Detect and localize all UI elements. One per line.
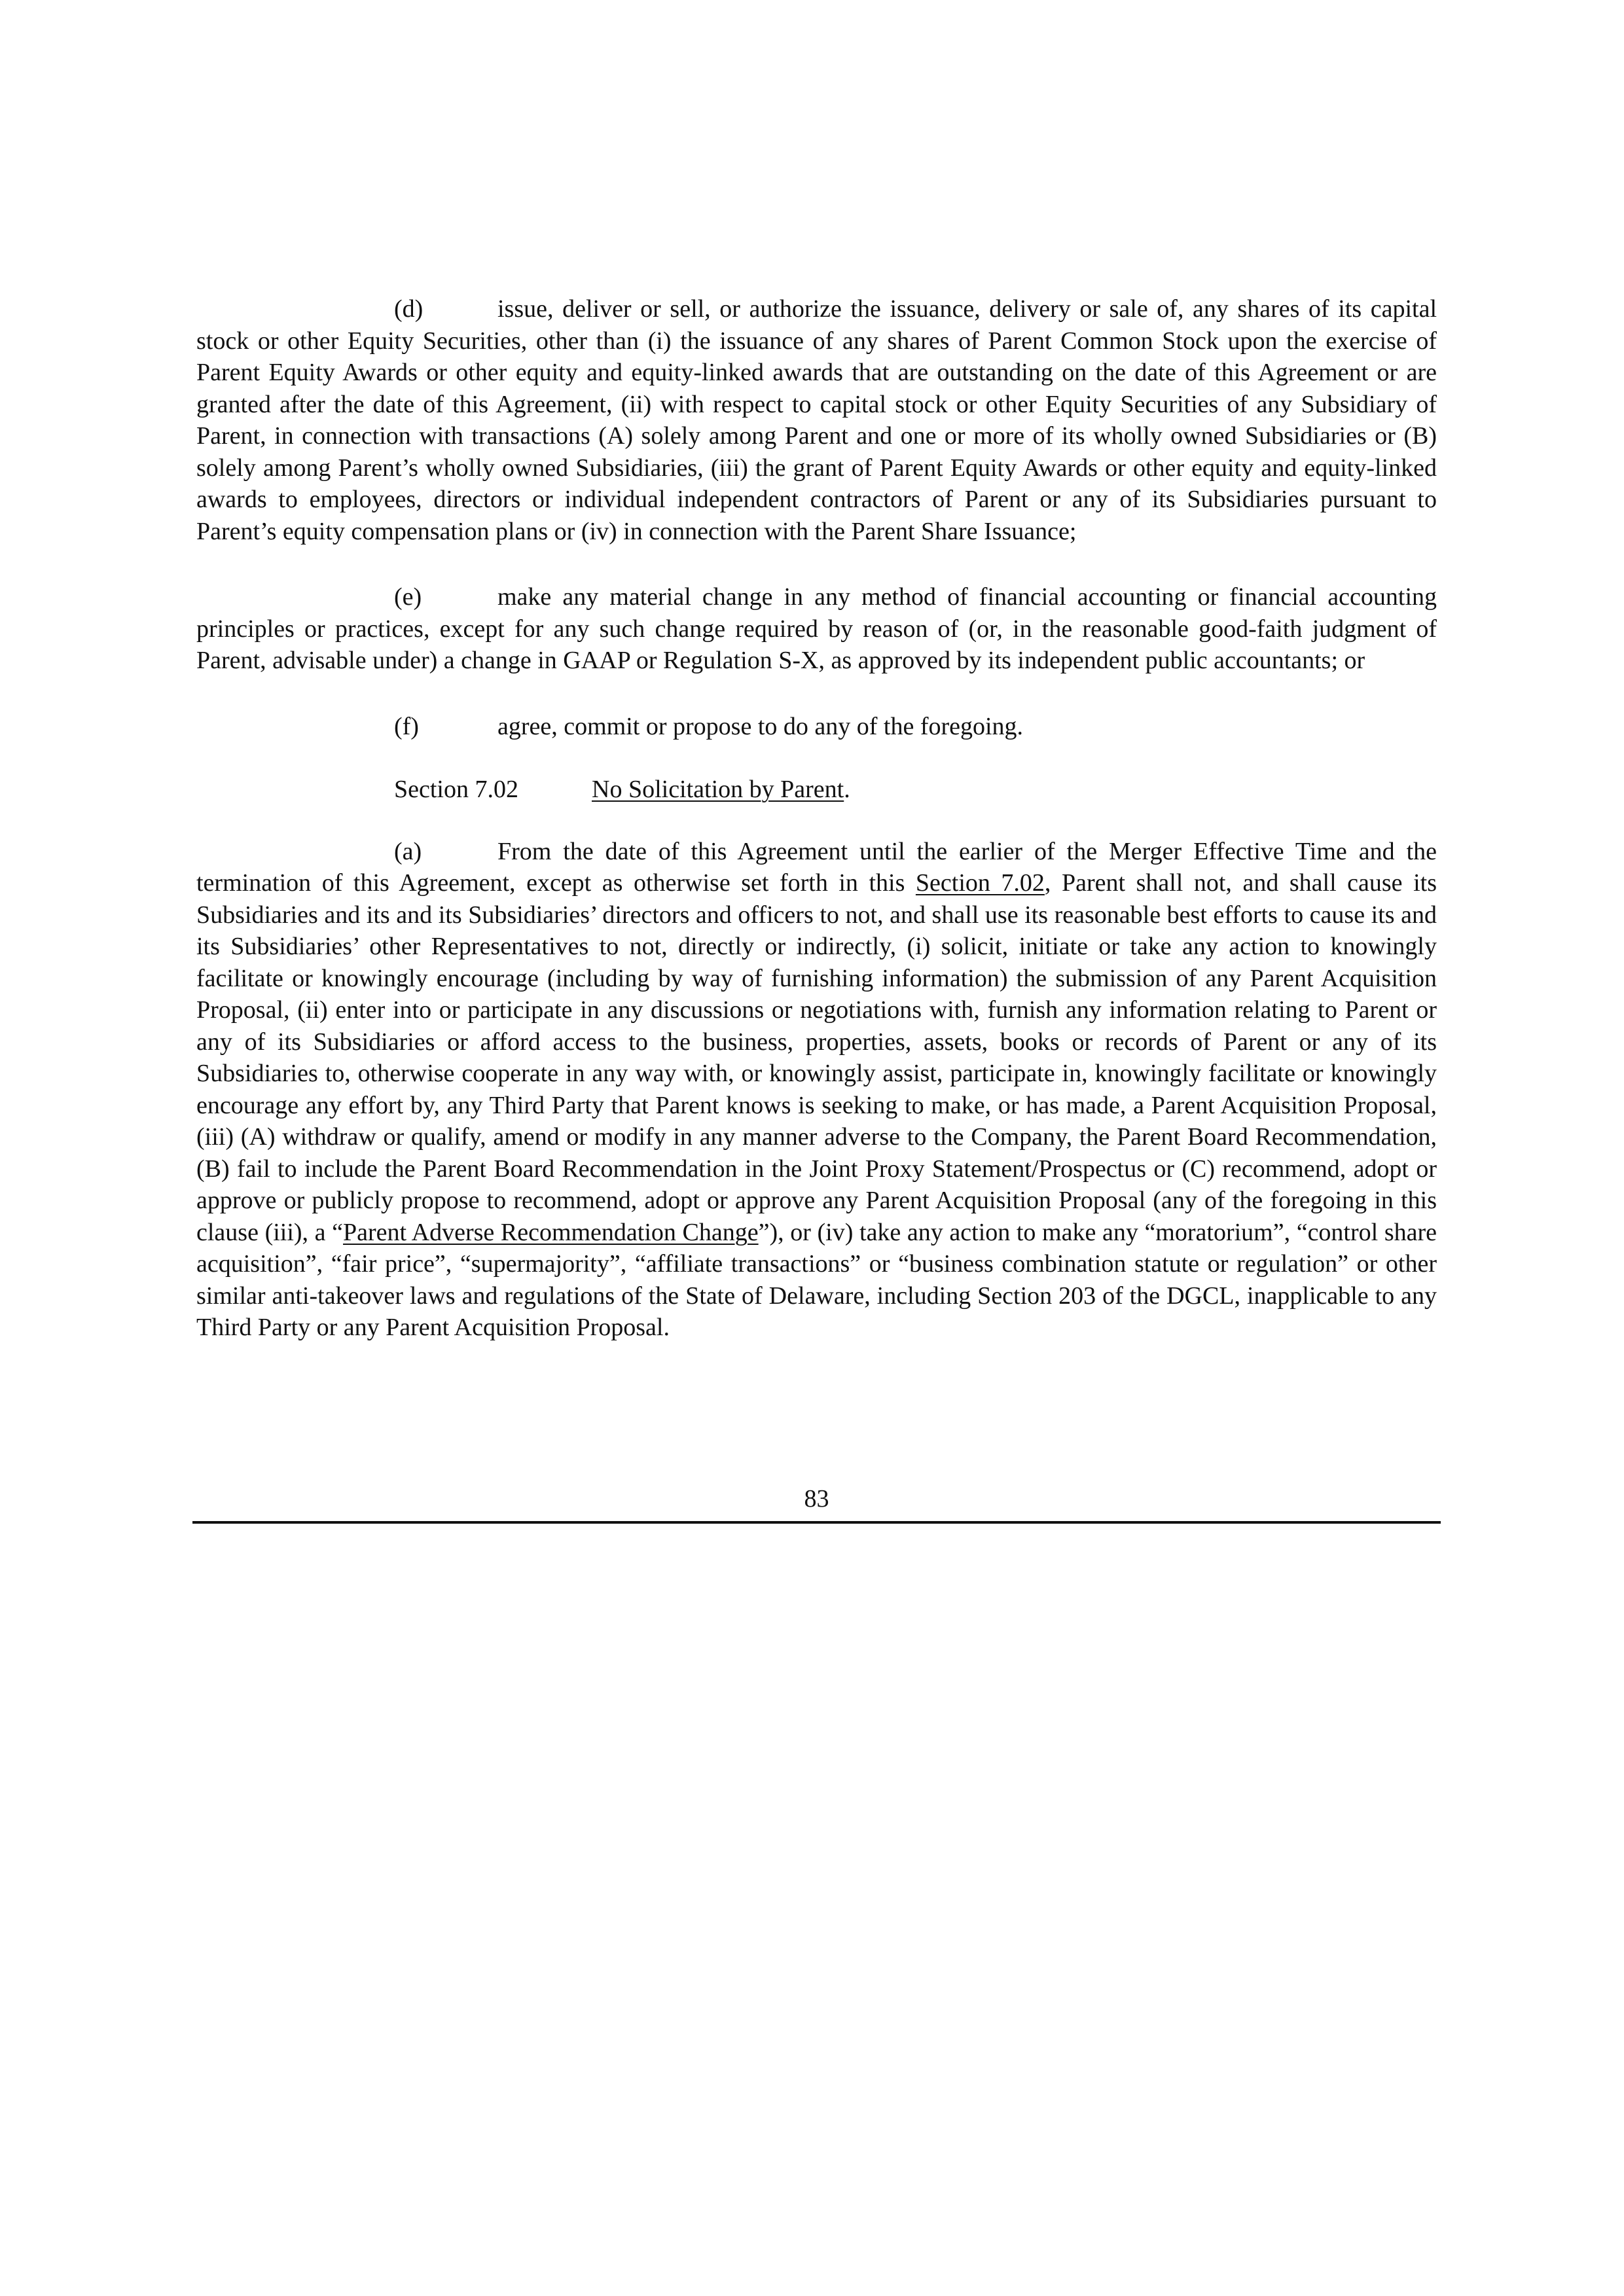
page-number: 83 — [804, 1485, 829, 1513]
footer-rule — [192, 1521, 1441, 1524]
paragraph-text: agree, commit or propose to do any of the foregoing. — [497, 712, 1024, 740]
paragraph-text: From the date of this Agreement until the earlier of the Merger Effective Time and the termination of this Agreement, except as otherwise set forth in this — [196, 837, 1437, 897]
paragraph-label: (f) — [394, 712, 419, 740]
paragraph-text: ”), or (iv) take any action to make any “moratorium”, “control share acquisition”, “fair price”, “supermajority”, “affiliate transactions” or “business combination statute or regulation” or other similar anti-takeover laws and regulations of the State of Delaware, including Section 203 of the DGCL, inapplicable to any Third Party or any Parent Acquisition Proposal. — [196, 1218, 1437, 1341]
paragraph-label: (d) — [394, 295, 424, 323]
section-title-period: . — [844, 776, 850, 803]
section-cross-reference: Section 7.02 — [915, 869, 1045, 897]
paragraph-label: (a) — [394, 837, 422, 865]
paragraph-text: make any material change in any method of financial accounting or financial accounting principles or practices, except for any such change required by reason of (or, in the reasonable good-faith judgment of Parent, advisable under) a change in GAAP or Regulation S-X, as approved by its independent public accountants; or — [196, 583, 1437, 674]
paragraph-text: , Parent shall not, and shall cause its Subsidiaries and its and its Subsidiaries’ directors and officers to not, and shall use its reasonable best efforts to cause its and its Subsidiaries’ other Representatives to not, directly or indirectly, (i) solicit, initiate or take any action to knowingly facilitate or knowingly encourage (including by way of furnishing information) the submission of any Parent Acquisition Proposal, (ii) enter into or participate in any discussions or negotiations with, furnish any information relating to Parent or any of its Subsidiaries or afford access to the business, properties, assets, books or records of Parent or any of its Subsidiaries to, otherwise cooperate in any way with, or knowingly assist, participate in, knowingly facilitate or knowingly encourage any effort by, any Third Party that Parent knows is seeking to make, or has made, a Parent Acquisition Proposal, (iii) (A) withdraw or qualify, amend or modify in any manner adverse to the Company, the Parent Board Recommendation, (B) fail to include the Parent Board Recommendation in the Joint Proxy Statement/Prospectus or (C) recommend, adopt or approve or publicly propose to recommend, adopt or approve any Parent Acquisition Proposal (any of the foregoing in this clause (iii), a “ — [196, 869, 1437, 1246]
section-heading — [196, 774, 1437, 806]
paragraph-a — [196, 836, 1437, 1344]
paragraph-d — [196, 293, 1437, 547]
paragraph-label: (e) — [394, 583, 422, 611]
paragraph-text: issue, deliver or sell, or authorize the issuance, delivery or sale of, any shares of its capital stock or other Equity Securities, other than (i) the issuance of any shares of Parent Common Stock upon the exercise of Parent Equity Awards or other equity and equity-linked awards that are outstanding on the date of this Agreement or are granted after the date of this Agreement, (ii) with respect to capital stock or other Equity Securities of any Subsidiary of Parent, in connection with transactions (A) solely among Parent and one or more of its wholly owned Subsidiaries or (B) solely among Parent’s wholly owned Subsidiaries, (iii) the grant of Parent Equity Awards or other equity and equity-linked awards to employees, directors or individual independent contractors of Parent or any of its Subsidiaries pursuant to Parent’s equity compensation plans or (iv) in connection with the Parent Share Issuance; — [196, 295, 1437, 545]
section-number: Section 7.02 — [394, 776, 518, 803]
paragraph-e — [196, 581, 1437, 677]
document-body — [196, 293, 1437, 1344]
defined-term: Parent Adverse Recommendation Change — [343, 1218, 759, 1246]
section-title: No Solicitation by Parent — [592, 776, 844, 803]
paragraph-f — [196, 711, 1437, 743]
